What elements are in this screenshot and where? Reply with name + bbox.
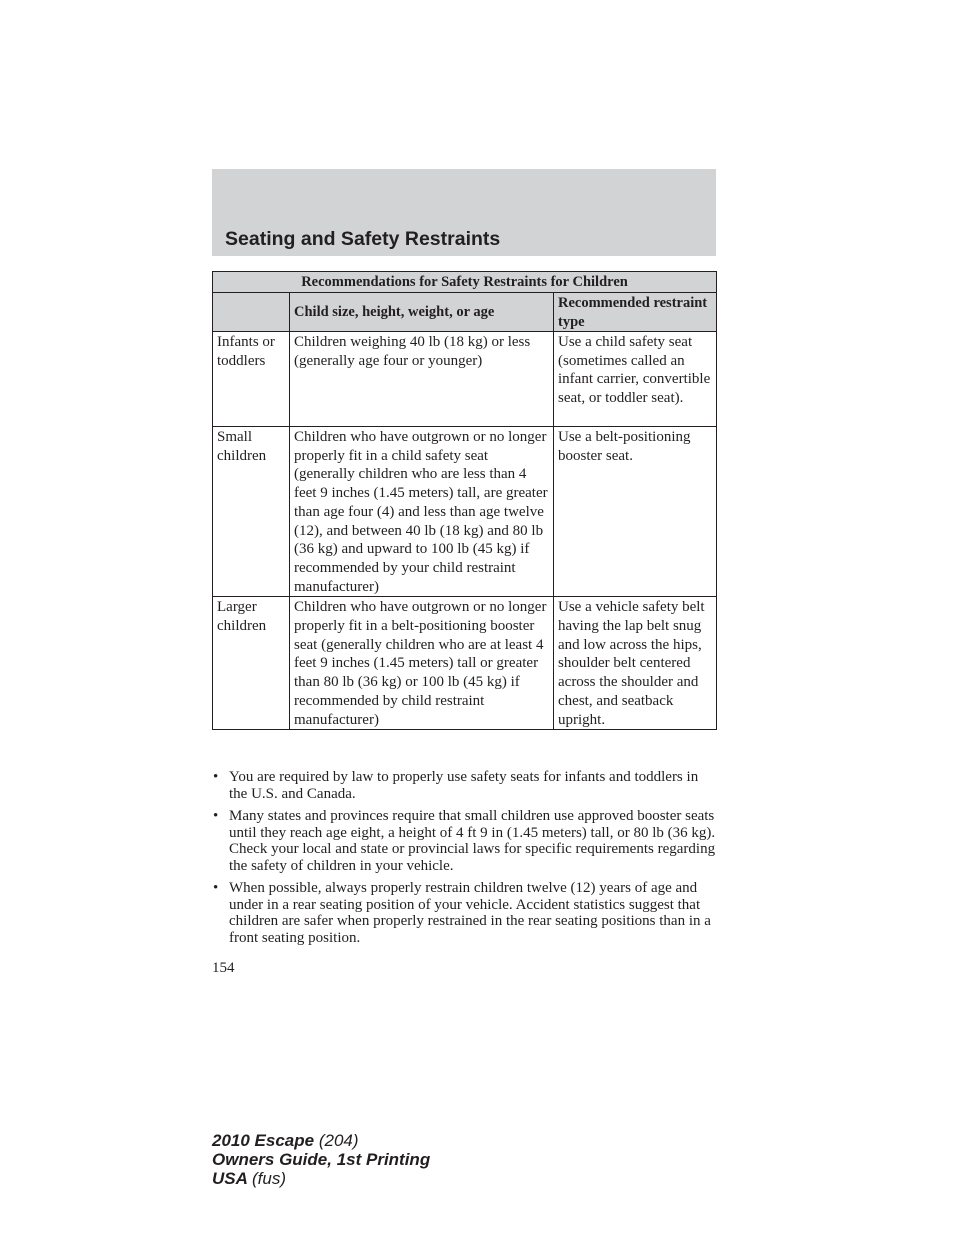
bullet-icon: • [213,880,219,896]
bullet-icon: • [213,769,219,785]
child-restraints-table [212,271,717,730]
footer-line-market [212,1169,430,1188]
page-number: 154 [212,960,235,976]
section-header-band [212,169,716,256]
footer-line-model [212,1131,430,1150]
list-item-text: You are required by law to properly use safety seats for infants and toddlers in the U.S. and Canada. [229,769,699,802]
row-category-cell: Small children [213,427,290,597]
row-size-cell: Children who have outgrown or no longer properly fit in a belt-positioning booster seat (generally children who are at least 4 feet 9 inches (1.45 meters) tall or greater than 80 lb (36 kg) or 100 lb (45 kg) if recommended by child restraint manufacturer) [290,597,554,730]
row-category-cell: Infants or toddlers [213,332,290,427]
row-size-cell: Children who have outgrown or no longer properly fit in a child safety seat (generally children who are less than 4 feet 9 inches (1.45 meters) tall, are greater than age four (4) and less than age twelve (12), and between 40 lb (18 kg) and 80 lb (36 kg) and upward to 100 lb (45 kg) if recommended by your child restraint manufacturer) [290,427,554,597]
footer-market: USA [212,1169,248,1188]
table-header-row [213,293,717,332]
footer-market-code: (fus) [252,1169,286,1188]
document-footer [212,1131,430,1188]
table-row [213,332,717,427]
footer-model-code: (204) [318,1131,359,1150]
column-header-restraint: Recommended restraint type [554,293,717,332]
row-category-cell: Larger children [213,597,290,730]
list-item [212,808,716,874]
list-item-text: When possible, always properly restrain children twelve (12) years of age and under in a rear seating position of your vehicle. Accident statistics suggest that children are safer when properly restrained in the rear seating positions than in a front seating position. [229,880,711,946]
list-item [212,769,716,802]
row-restraint-cell: Use a child safety seat (sometimes called an infant carrier, convertible seat, or toddler seat). [554,332,717,427]
safety-notes-list [212,769,716,952]
bullet-icon: • [213,808,219,824]
row-size-cell: Children weighing 40 lb (18 kg) or less (generally age four or younger) [290,332,554,427]
table-title-row [213,272,717,293]
table-row [213,427,717,597]
footer-line-guide: Owners Guide, 1st Printing [212,1150,431,1169]
row-restraint-cell: Use a vehicle safety belt having the lap belt snug and low across the hips, shoulder belt centered across the shoulder and chest, and seatback upright. [554,597,717,730]
row-restraint-cell: Use a belt-positioning booster seat. [554,427,717,597]
section-title: Seating and Safety Restraints [225,228,501,250]
table-row [213,597,717,730]
column-header-size: Child size, height, weight, or age [290,293,554,332]
table-title: Recommendations for Safety Restraints for Children [213,272,717,293]
list-item-text: Many states and provinces require that small children use approved booster seats until they reach age eight, a height of 4 ft 9 in (1.45 meters) tall, or 80 lb (36 kg). Check your local and state or provincial laws for specific requirements regarding the safety of children in your vehicle. [229,808,716,874]
list-item [212,880,716,946]
column-header-category [213,293,290,332]
footer-model: 2010 Escape [212,1131,315,1150]
